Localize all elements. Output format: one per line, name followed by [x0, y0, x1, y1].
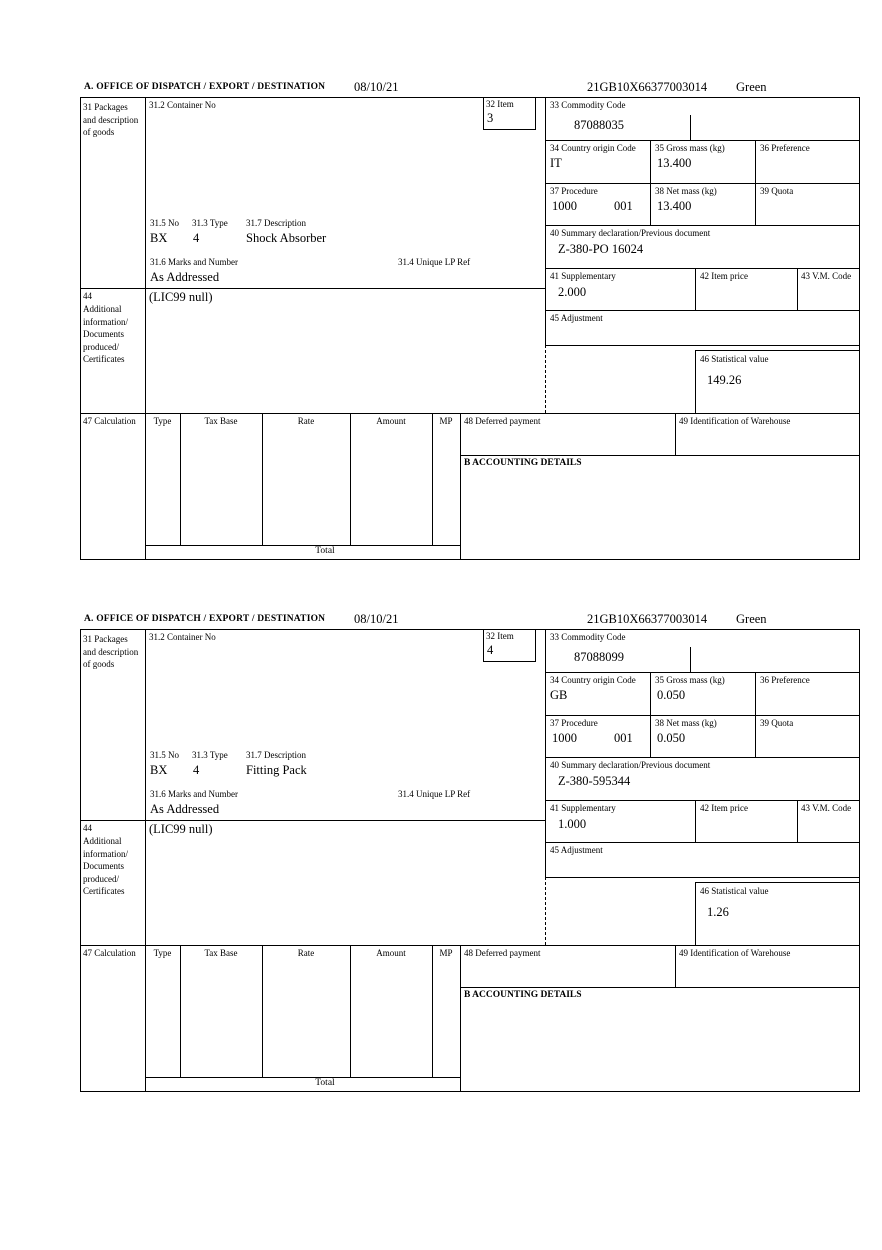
dispatch-date: 08/10/21 — [354, 80, 399, 94]
deferred-payment-label: 48 Deferred payment — [464, 416, 541, 426]
net-mass-label: 38 Net mass (kg) — [655, 718, 717, 728]
gross-mass-value: 0.050 — [657, 688, 686, 702]
gross-mass-value: 13.400 — [657, 156, 692, 170]
procedure-value-2: 001 — [614, 199, 633, 213]
grid-line — [797, 800, 798, 842]
grid-line — [460, 455, 860, 456]
grid-line — [545, 345, 860, 346]
goods-description-label: 31.7 Description — [246, 218, 306, 228]
package-no-label: 31.5 No — [150, 750, 179, 760]
declaration-block — [80, 612, 862, 1094]
quota-label: 39 Quota — [760, 718, 794, 728]
form-outline — [80, 97, 860, 560]
grid-line — [695, 800, 696, 842]
office-of-dispatch-label: A. OFFICE OF DISPATCH / EXPORT / DESTINATION — [84, 82, 326, 92]
box-31-caption: 31 Packages and description of goods — [83, 634, 139, 669]
box-44-number: 44 — [83, 291, 92, 301]
box-44-number: 44 — [83, 823, 92, 833]
box-31-caption: 31 Packages and description of goods — [83, 102, 139, 137]
total-label: Total — [315, 1078, 335, 1088]
procedure-value-2: 001 — [614, 731, 633, 745]
preference-label: 36 Preference — [760, 143, 810, 153]
commodity-code-value: 87088035 — [574, 118, 624, 132]
additional-info-value: (LIC99 null) — [149, 822, 213, 836]
country-origin-value: IT — [550, 156, 562, 170]
commodity-code-tick — [690, 647, 691, 672]
commodity-code-tick — [690, 115, 691, 140]
dashed-grid-line — [545, 345, 546, 413]
declaration-reference: 21GB10X66377003014 — [587, 612, 708, 626]
goods-description-value: Fitting Pack — [246, 763, 307, 777]
procedure-value-1: 1000 — [552, 731, 577, 745]
supplementary-value: 1.000 — [558, 817, 587, 831]
gross-mass-label: 35 Gross mass (kg) — [655, 675, 725, 685]
grid-line — [350, 945, 351, 1077]
package-type-value: 4 — [193, 763, 200, 777]
routing-status: Green — [736, 80, 767, 94]
package-type-label: 31.3 Type — [192, 218, 228, 228]
grid-line — [545, 225, 860, 226]
goods-description-value: Shock Absorber — [246, 231, 327, 245]
box-47-caption: 47 Calculation — [83, 416, 136, 426]
item-number-value: 4 — [487, 643, 494, 657]
dashed-grid-line — [545, 877, 546, 945]
grid-line — [545, 97, 546, 345]
package-no-label: 31.5 No — [150, 218, 179, 228]
goods-description-label: 31.7 Description — [246, 750, 306, 760]
col-tax-base-header: Tax Base — [204, 416, 238, 426]
grid-line — [755, 672, 756, 757]
quota-label: 39 Quota — [760, 186, 794, 196]
statistical-value-label: 46 Statistical value — [700, 354, 769, 364]
grid-line — [460, 413, 461, 560]
commodity-code-value: 87088099 — [574, 650, 624, 664]
grid-line — [460, 987, 860, 988]
col-rate-header: Rate — [297, 416, 315, 426]
commodity-code-label: 33 Commodity Code — [550, 632, 626, 642]
grid-line — [180, 413, 181, 545]
declaration-reference: 21GB10X66377003014 — [587, 80, 708, 94]
col-type-header: Type — [153, 948, 172, 958]
net-mass-value: 0.050 — [657, 731, 686, 745]
summary-declaration-label: 40 Summary declaration/Previous document — [550, 228, 711, 238]
grid-line — [350, 413, 351, 545]
procedure-value-1: 1000 — [552, 199, 577, 213]
grid-line — [80, 288, 545, 289]
col-amount-header: Amount — [376, 948, 406, 958]
grid-line — [80, 945, 860, 946]
summary-declaration-label: 40 Summary declaration/Previous document — [550, 760, 711, 770]
warehouse-label: 49 Identification of Warehouse — [679, 416, 791, 426]
grid-line — [650, 140, 651, 225]
country-origin-label: 34 Country origin Code — [550, 143, 636, 153]
grid-line — [545, 757, 860, 758]
col-tax-base-header: Tax Base — [204, 948, 238, 958]
grid-line — [80, 413, 860, 414]
preference-label: 36 Preference — [760, 675, 810, 685]
additional-info-value: (LIC99 null) — [149, 290, 213, 304]
box-44-caption: Additional information/ Documents produced/ Certificates — [83, 304, 128, 364]
col-mp-header: MP — [439, 948, 453, 958]
grid-line — [545, 140, 860, 141]
previous-document-value: Z-380-PO 16024 — [558, 242, 644, 256]
supplementary-value: 2.000 — [558, 285, 587, 299]
grid-line — [797, 268, 798, 310]
office-of-dispatch-label: A. OFFICE OF DISPATCH / EXPORT / DESTINATION — [84, 614, 326, 624]
grid-line — [460, 945, 461, 1092]
package-type-value: 4 — [193, 231, 200, 245]
country-origin-value: GB — [550, 688, 568, 702]
vm-code-label: 43 V.M. Code — [801, 803, 852, 813]
grid-line — [180, 945, 181, 1077]
statistical-value: 149.26 — [707, 373, 742, 387]
grid-line — [80, 820, 545, 821]
item-price-label: 42 Item price — [700, 803, 748, 813]
adjustment-label: 45 Adjustment — [550, 313, 603, 323]
item-price-label: 42 Item price — [700, 271, 748, 281]
gross-mass-label: 35 Gross mass (kg) — [655, 143, 725, 153]
supplementary-label: 41 Supplementary — [550, 271, 616, 281]
package-no-value: BX — [150, 763, 168, 777]
adjustment-label: 45 Adjustment — [550, 845, 603, 855]
net-mass-label: 38 Net mass (kg) — [655, 186, 717, 196]
col-amount-header: Amount — [376, 416, 406, 426]
grid-line — [675, 945, 676, 987]
net-mass-value: 13.400 — [657, 199, 692, 213]
grid-line — [432, 945, 433, 1077]
lp-ref-label: 31.4 Unique LP Ref — [398, 257, 471, 267]
col-type-header: Type — [153, 416, 172, 426]
procedure-label: 37 Procedure — [550, 718, 598, 728]
container-no-label: 31.2 Container No — [149, 100, 216, 110]
grid-line — [545, 842, 860, 843]
commodity-code-label: 33 Commodity Code — [550, 100, 626, 110]
total-label: Total — [315, 546, 335, 556]
vm-code-label: 43 V.M. Code — [801, 271, 852, 281]
declaration-block — [80, 80, 862, 562]
grid-line — [675, 413, 676, 455]
package-no-value: BX — [150, 231, 168, 245]
deferred-payment-label: 48 Deferred payment — [464, 948, 541, 958]
marks-label: 31.6 Marks and Number — [150, 789, 238, 799]
grid-line — [145, 629, 146, 1092]
grid-line — [545, 629, 546, 877]
lp-ref-label: 31.4 Unique LP Ref — [398, 789, 471, 799]
container-no-label: 31.2 Container No — [149, 632, 216, 642]
col-mp-header: MP — [439, 416, 453, 426]
statistical-value: 1.26 — [707, 905, 729, 919]
marks-value: As Addressed — [150, 802, 220, 816]
item-box-label: 32 Item — [486, 631, 514, 641]
grid-line — [650, 672, 651, 757]
grid-line — [545, 268, 860, 269]
grid-line — [145, 97, 146, 560]
accounting-details-label: B ACCOUNTING DETAILS — [464, 990, 582, 1000]
grid-line — [545, 672, 860, 673]
statistical-value-label: 46 Statistical value — [700, 886, 769, 896]
grid-line — [545, 310, 860, 311]
grid-line — [545, 715, 860, 716]
grid-line — [695, 268, 696, 310]
item-box-label: 32 Item — [486, 99, 514, 109]
grid-line — [755, 140, 756, 225]
warehouse-label: 49 Identification of Warehouse — [679, 948, 791, 958]
grid-line — [432, 413, 433, 545]
accounting-details-label: B ACCOUNTING DETAILS — [464, 458, 582, 468]
grid-line — [545, 877, 860, 878]
grid-line — [545, 800, 860, 801]
supplementary-label: 41 Supplementary — [550, 803, 616, 813]
grid-line — [262, 945, 263, 1077]
dispatch-date: 08/10/21 — [354, 612, 399, 626]
box-44-caption: Additional information/ Documents produced/ Certificates — [83, 836, 128, 896]
procedure-label: 37 Procedure — [550, 186, 598, 196]
previous-document-value: Z-380-595344 — [558, 774, 631, 788]
item-number-value: 3 — [487, 111, 494, 125]
col-rate-header: Rate — [297, 948, 315, 958]
grid-line — [545, 183, 860, 184]
country-origin-label: 34 Country origin Code — [550, 675, 636, 685]
marks-label: 31.6 Marks and Number — [150, 257, 238, 267]
marks-value: As Addressed — [150, 270, 220, 284]
routing-status: Green — [736, 612, 767, 626]
form-outline — [80, 629, 860, 1092]
grid-line — [262, 413, 263, 545]
package-type-label: 31.3 Type — [192, 750, 228, 760]
box-47-caption: 47 Calculation — [83, 948, 136, 958]
